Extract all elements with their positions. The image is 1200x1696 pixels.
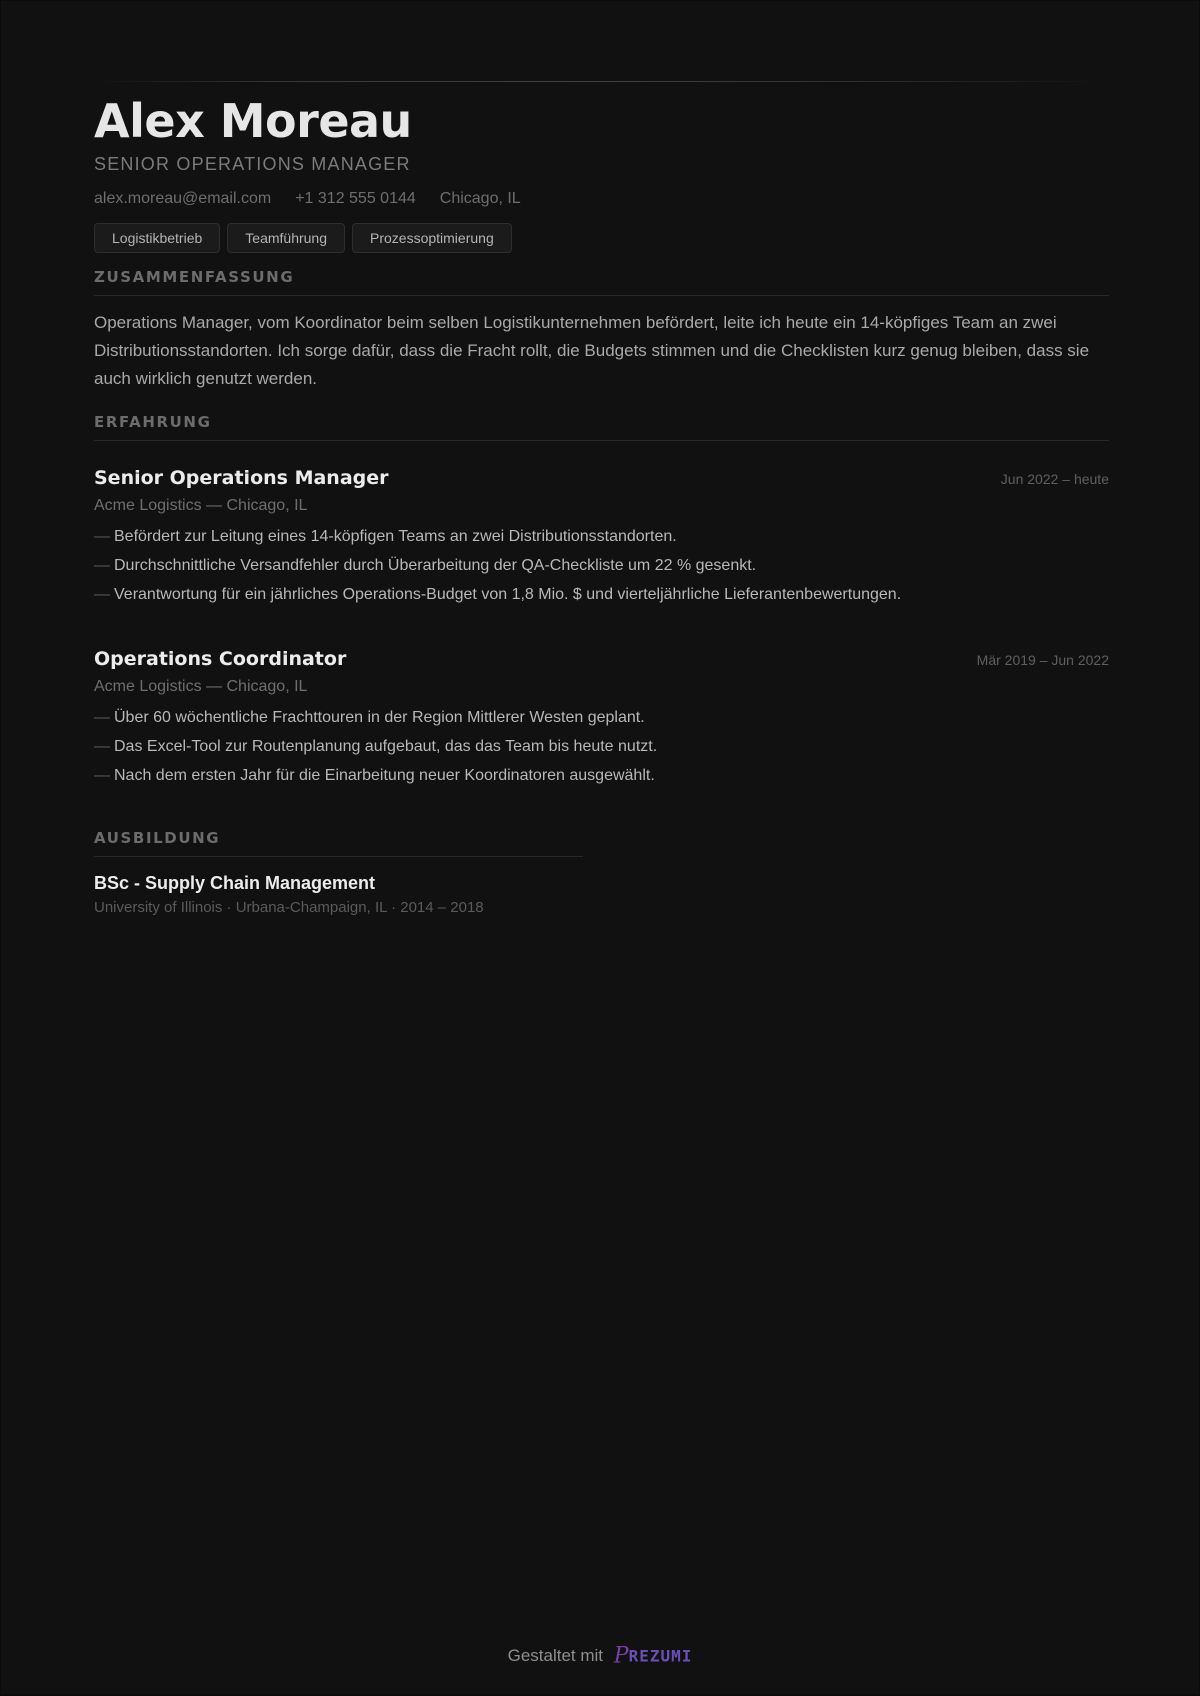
education-details: University of Illinois · Urbana-Champaign, IL · 2014 – 2018 bbox=[94, 899, 484, 916]
footer bbox=[1, 1644, 1199, 1669]
footer-label: Gestaltet mit bbox=[507, 1646, 604, 1665]
contact-line bbox=[94, 189, 521, 209]
education-degree: BSc - Supply Chain Management bbox=[94, 873, 376, 893]
header-top-rule bbox=[94, 81, 1109, 82]
experience-rule bbox=[94, 440, 1109, 441]
job-bullets bbox=[94, 522, 901, 609]
summary-rule bbox=[94, 295, 1109, 296]
skill-tag: Logistikbetrieb bbox=[94, 223, 220, 253]
summary-heading: ZUSAMMENFASSUNG bbox=[94, 268, 295, 286]
list-item bbox=[94, 551, 901, 580]
bullet-text: Durchschnittliche Versandfehler durch Überarbeitung der QA-Checkliste um 22 % gesenkt. bbox=[114, 557, 757, 574]
bullet-text: Befördert zur Leitung eines 14-köpfigen Teams an zwei Distributionsstandorten. bbox=[114, 528, 677, 545]
contact-location: Chicago, IL bbox=[439, 190, 521, 207]
list-item bbox=[94, 522, 901, 551]
job-company: Acme Logistics — Chicago, IL bbox=[94, 497, 308, 514]
bullet-text: Das Excel-Tool zur Routenplanung aufgebaut, das das Team bis heute nutzt. bbox=[114, 738, 658, 755]
education-heading: AUSBILDUNG bbox=[94, 829, 221, 847]
job-title: Senior Operations Manager bbox=[94, 467, 389, 489]
list-item bbox=[94, 580, 901, 609]
contact-email[interactable]: alex.moreau@email.com bbox=[94, 190, 272, 207]
bullet-dash: — bbox=[94, 557, 110, 574]
list-item bbox=[94, 703, 657, 732]
list-item bbox=[94, 732, 657, 761]
bullet-dash: — bbox=[94, 738, 110, 755]
bullet-text: Über 60 wöchentliche Frachttouren in der Region Mittlerer Westen geplant. bbox=[114, 709, 645, 726]
job-title: Operations Coordinator bbox=[94, 648, 347, 670]
job-company: Acme Logistics — Chicago, IL bbox=[94, 678, 308, 695]
skill-tags bbox=[94, 223, 512, 253]
candidate-name: Alex Moreau bbox=[94, 94, 412, 148]
bullet-dash: — bbox=[94, 709, 110, 726]
education-rule bbox=[94, 856, 583, 857]
rezumi-logo-mark-icon: P bbox=[613, 1643, 629, 1669]
bullet-dash: — bbox=[94, 767, 110, 784]
contact-phone[interactable]: +1 312 555 0144 bbox=[295, 190, 416, 207]
candidate-role: SENIOR OPERATIONS MANAGER bbox=[94, 154, 411, 174]
skill-tag: Teamführung bbox=[227, 223, 345, 253]
bullet-text: Verantwortung für ein jährliches Operations-Budget von 1,8 Mio. $ und vierteljährliche Lieferantenbewertungen. bbox=[114, 586, 902, 603]
job-dates: Mär 2019 – Jun 2022 bbox=[976, 652, 1109, 668]
job-dates: Jun 2022 – heute bbox=[1000, 471, 1109, 487]
bullet-dash: — bbox=[94, 528, 110, 545]
experience-heading: ERFAHRUNG bbox=[94, 413, 212, 431]
job-bullets bbox=[94, 703, 657, 790]
resume-page bbox=[1, 1, 1199, 1694]
list-item bbox=[94, 761, 657, 790]
rezumi-logo[interactable] bbox=[614, 1644, 693, 1669]
bullet-dash: — bbox=[94, 586, 110, 603]
summary-text: Operations Manager, vom Koordinator beim selben Logistikunternehmen befördert, leite ich heute ein 14-köpfiges Team an zwei Distributionsstandorten. Ich sorge dafür, dass die Fracht rollt, die Budgets stimmen und die Checklisten kurz genug bleiben, dass sie auch wirklich genutzt werden. bbox=[94, 313, 1090, 388]
skill-tag: Prozessoptimierung bbox=[352, 223, 512, 253]
bullet-text: Nach dem ersten Jahr für die Einarbeitung neuer Koordinatoren ausgewählt. bbox=[114, 767, 655, 784]
rezumi-logo-text: REZUMI bbox=[628, 1646, 693, 1666]
